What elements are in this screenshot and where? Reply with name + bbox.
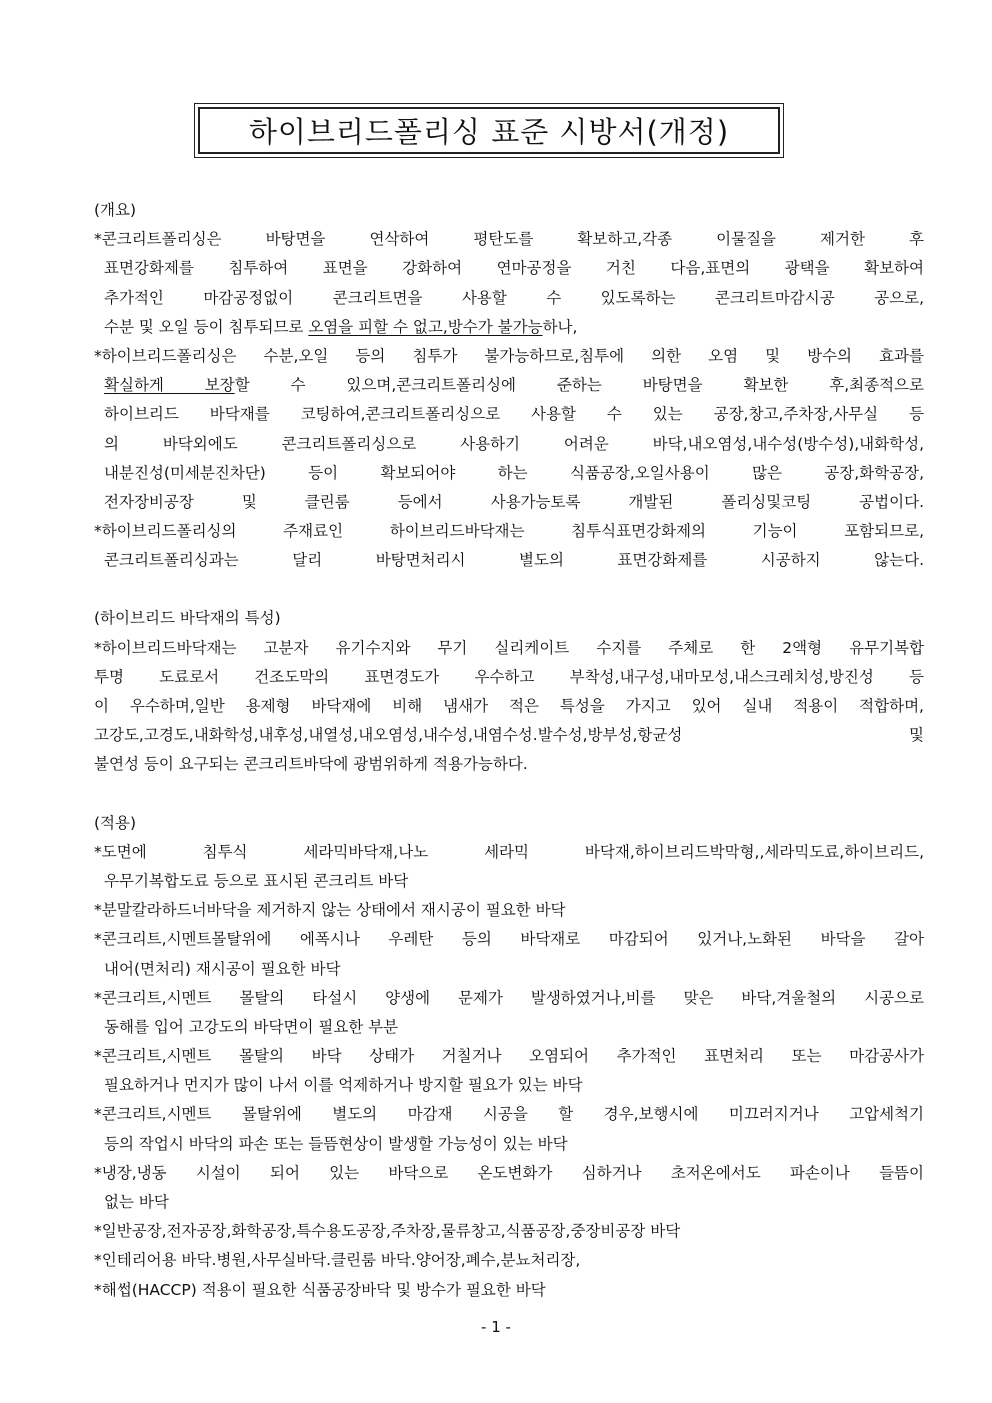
text-run: 할 수 있으며,콘크리트폴리싱에 준하는 바탕면을 확보한 후,최종적으로	[234, 376, 925, 395]
text-line: 불연성 등이 요구되는 콘크리트바닥에 광범위하게 적용가능하다.	[94, 755, 528, 774]
section-heading: (적용)	[94, 813, 137, 832]
section	[94, 809, 924, 1305]
text-line: *일반공장,전자공장,화학공장,특수용도공장,주차장,물류창고,식품공장,중장비공장 바닥	[94, 1222, 681, 1241]
text-line: *콘크리트폴리싱은 바탕면을 연삭하여 평탄도를 확보하고,각종 이물질을 제거한 후	[94, 230, 924, 249]
text-line: 내어(면처리) 재시공이 필요한 바닥	[104, 959, 341, 978]
document-body	[94, 196, 924, 1305]
text-line: *콘크리트,시멘트 몰탈의 타설시 양생에 문제가 발생하였거나,비를 맞은 바닥,겨울철의 시공으로	[94, 988, 924, 1007]
text-line: 전자장비공장 및 클린룸 등에서 사용가능토록 개발된 폴리싱및코팅 공법이다.	[104, 492, 924, 511]
text-run: 하나,	[542, 317, 578, 336]
text-line: 표면강화제를 침투하여 표면을 강화하여 연마공정을 거친 다음,표면의 광택을 확보하여	[104, 259, 924, 278]
text-line: *콘크리트,시멘트 몰탈위에 별도의 마감재 시공을 할 경우,보행시에 미끄러지거나 고압세척기	[94, 1105, 924, 1124]
text-line: *해썹(HACCP) 적용이 필요한 식품공장바닥 및 방수가 필요한 바닥	[94, 1280, 546, 1299]
text-line: 우무기복합도료 등으로 표시된 콘크리트 바닥	[104, 871, 409, 890]
text-line: *하이브리드폴리싱의 주재료인 하이브리드바닥재는 침투식표면강화제의 기능이 포함되므로,	[94, 522, 924, 541]
text-line: *도면에 침투식 세라믹바닥재,나노 세라믹 바닥재,하이브리드박막형,,세라믹도료,하이브리드,	[94, 842, 924, 861]
text-line: 필요하거나 먼지가 많이 나서 이를 억제하거나 방지할 필요가 있는 바닥	[104, 1076, 583, 1095]
text-line: 없는 바닥	[104, 1193, 169, 1211]
text-line	[94, 371, 924, 400]
text-line: *인테리어용 바닥.병원,사무실바닥.클린룸 바닥.양어장,폐수,분뇨처리장,	[94, 1251, 581, 1270]
text-line: *하이브리드폴리싱은 수분,오일 등의 침투가 불가능하므로,침투에 의한 오염 및 방수의 효과를	[94, 346, 924, 365]
text-line: 의 바닥외에도 콘크리트폴리싱으로 사용하기 어려운 바닥,내오염성,내수성(방수성),내화학성,	[104, 434, 924, 453]
text-line: 이 우수하며,일반 용제형 바닥재에 비해 냄새가 적은 특성을 가지고 있어 실내 적용이 적합하며,	[94, 697, 924, 715]
text-line: *하이브리드바닥재는 고분자 유기수지와 무기 실리케이트 수지를 주체로 한 2액형 유무기복합	[94, 638, 924, 657]
text-line: 등의 작업시 바닥의 파손 또는 들뜸현상이 발생할 가능성이 있는 바닥	[104, 1134, 568, 1153]
underlined-text: 오염을 피할 수 없고,방수가 불가능	[308, 317, 543, 336]
section	[94, 196, 924, 575]
text-line: 추가적인 마감공정없이 콘크리트면을 사용할 수 있도록하는 콘크리트마감시공 공으로,	[104, 288, 924, 307]
text-line: 하이브리드 바닥재를 코팅하여,콘크리트폴리싱으로 사용할 수 있는 공장,창고,주차장,사무실 등	[104, 405, 924, 424]
text-line: 콘크리트폴리싱과는 달리 바탕면처리시 별도의 표면강화제를 시공하지 않는다.	[104, 551, 924, 570]
section	[94, 604, 924, 779]
text-run: 수분 및 오일 등이 침투되므로	[104, 317, 309, 336]
text-line: 동해를 입어 고강도의 바닥면이 필요한 부분	[104, 1017, 399, 1036]
text-line: 고강도,고경도,내화학성,내후성,내열성,내오염성,내수성,내염수성.발수성,방부성,항균성 및	[94, 726, 924, 745]
page-number: - 1 -	[481, 1318, 511, 1336]
text-line: *콘크리트,시멘트 몰탈의 바닥 상태가 거칠거나 오염되어 추가적인 표면처리 또는 마감공사가	[94, 1047, 924, 1066]
text-line: *콘크리트,시멘트몰탈위에 에폭시나 우레탄 등의 바닥재로 마감되어 있거나,노화된 바닥을 갈아	[94, 930, 924, 949]
text-line: *냉장,냉동 시설이 되어 있는 바닥으로 온도변화가 심하거나 초저온에서도 파손이나 들뜸이	[94, 1163, 924, 1182]
page-title: 하이브리드폴리싱 표준 시방서(개정)	[198, 107, 780, 154]
text-line	[94, 313, 924, 342]
text-line: *분말칼라하드너바닥을 제거하지 않는 상태에서 재시공이 필요한 바닥	[94, 901, 566, 920]
section-heading: (개요)	[94, 201, 137, 219]
text-line: 투명 도료로서 건조도막의 표면경도가 우수하고 부착성,내구성,내마모성,내스크레치성,방진성 등	[94, 667, 924, 686]
underlined-text: 확실하게 보장	[104, 376, 235, 395]
title-box	[194, 103, 784, 158]
section-heading: (하이브리드 바닥재의 특성)	[94, 609, 281, 628]
text-line: 내분진성(미세분진차단) 등이 확보되어야 하는 식품공장,오일사용이 많은 공장,화학공장,	[104, 463, 924, 482]
